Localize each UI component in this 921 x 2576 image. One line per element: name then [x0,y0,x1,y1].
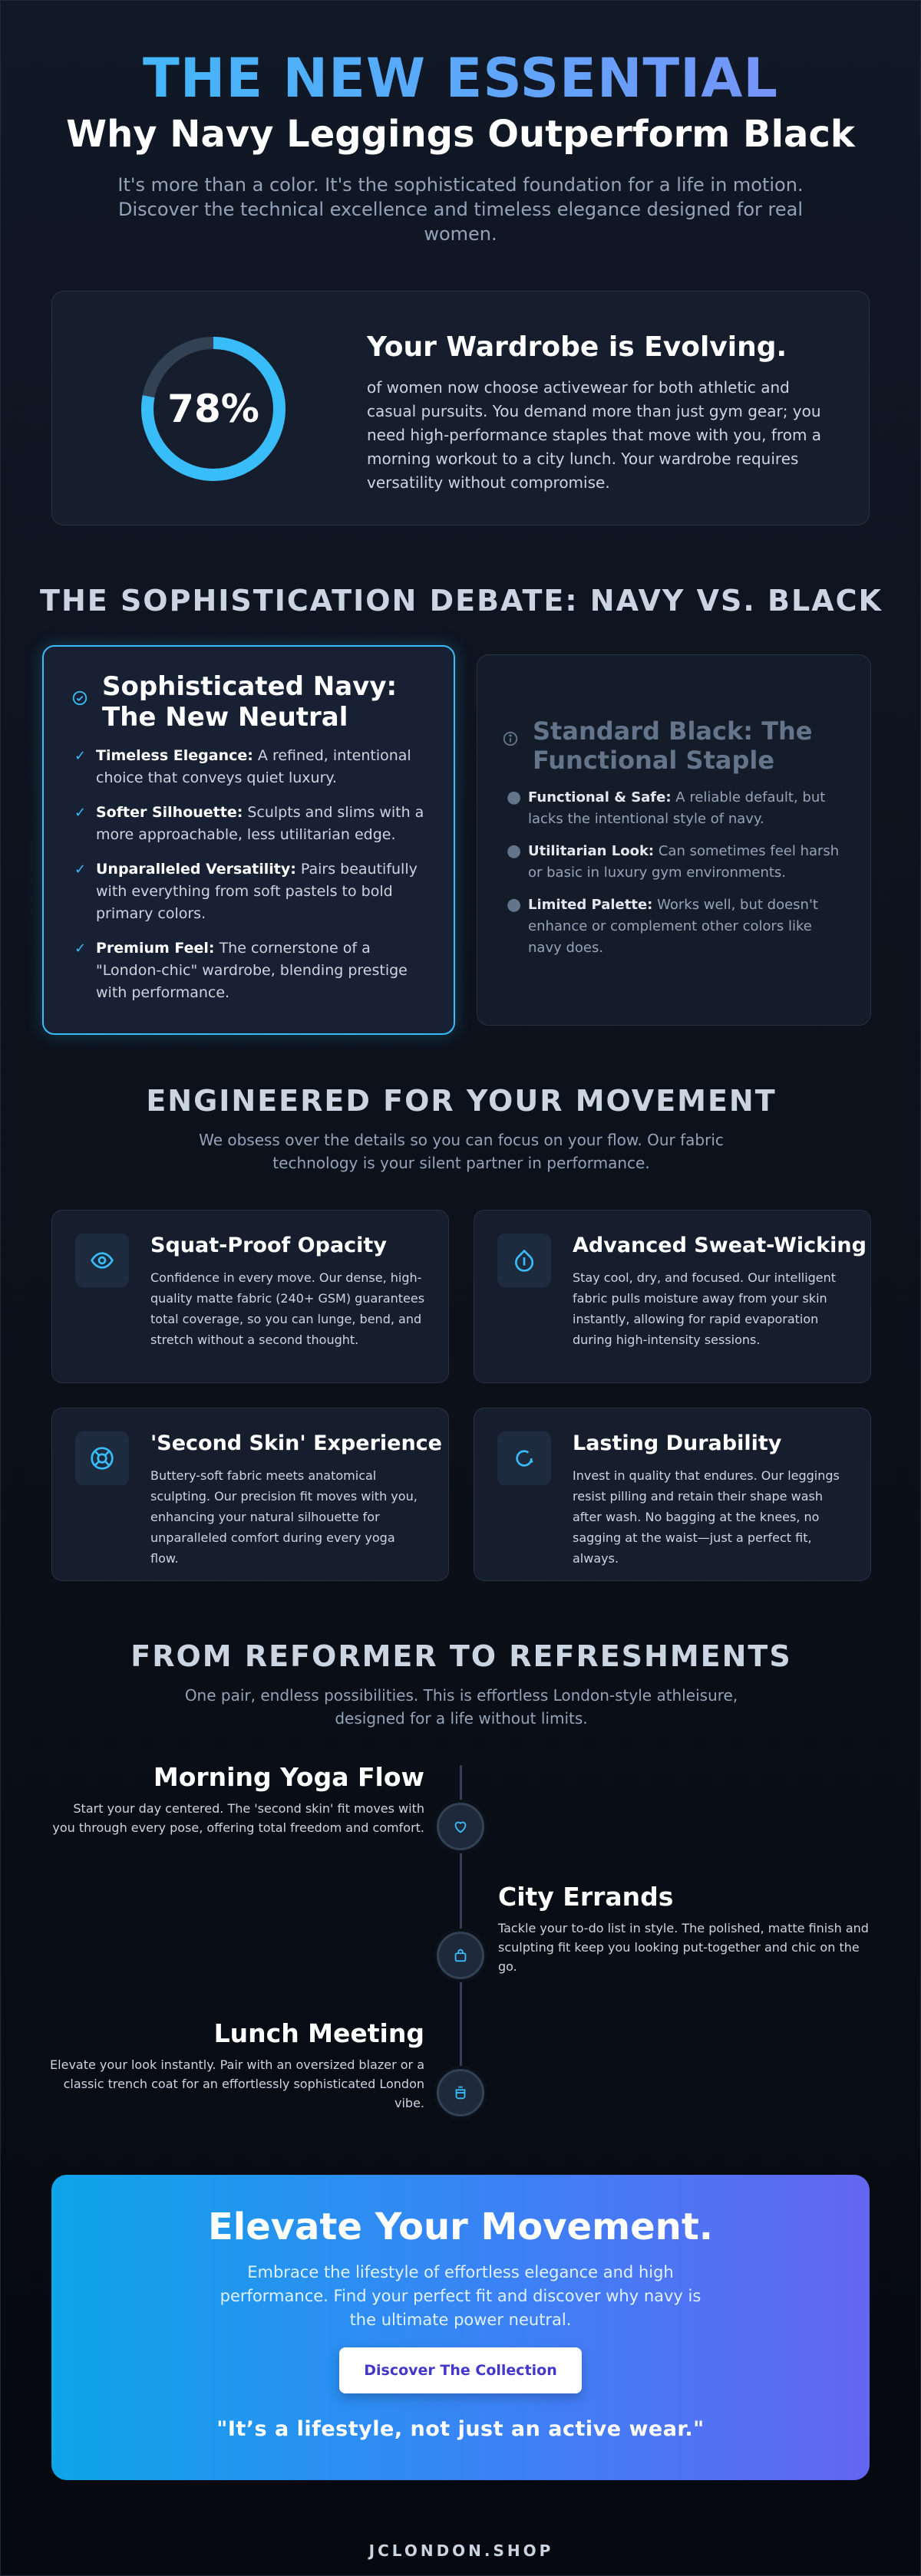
lifestyle-subtitle: One pair, endless possibilities. This is effortless London-style athleisure, designed for a life without limits. [184,1686,738,1728]
droplet-icon [497,1234,551,1287]
feature-label: Softer Silhouette: [96,804,243,821]
checkmark-icon: ✓ [74,748,87,764]
feature-text: Works well, but doesn't enhance or complement other colors like navy does. [528,897,818,956]
timeline-title: Morning Yoga Flow [153,1762,424,1792]
timeline-desc: Tackle your to-do list in style. The polished, matte finish and sculpting fit keep you looking put-together and chic on the go. [498,1921,869,1974]
hero-section [1,1,920,246]
black-feature-list [507,787,844,970]
feature-label: Unparalleled Versatility: [96,861,296,878]
eye-icon [75,1234,129,1287]
feature-title: Squat-Proof Opacity [150,1234,387,1257]
lifebuoy-icon [75,1431,129,1485]
coffee-cup-icon [437,2069,484,2116]
engineered-heading: ENGINEERED FOR YOUR MOVEMENT [146,1084,777,1118]
feature-label: Utilitarian Look: [528,843,655,859]
navy-feature-item [74,937,435,1004]
feature-text: Sculpts and slims with a more approachable, less utilitarian edge. [96,804,424,843]
navy-feature-list [74,745,435,1016]
feature-label: Premium Feel: [96,940,215,957]
feature-label: Limited Palette: [528,897,653,913]
cta-quote: "It’s a lifestyle, not just an active wear." [216,2417,705,2441]
feature-desc: Invest in quality that endures. Our leggings resist pilling and retain their shape wash after wash. No bagging at the knees, no sagging at the waist—just a perfect fit, always. [573,1468,840,1566]
discover-collection-button[interactable]: Discover The Collection [339,2347,582,2393]
navy-card [42,645,455,1035]
navy-feature-item [74,858,435,925]
black-feature-item [507,787,844,830]
feature-text: A refined, intentional choice that conveys quiet luxury. [96,747,411,786]
footer-site-link[interactable]: JCLONDON.SHOP [368,2541,554,2560]
feature-title: 'Second Skin' Experience [150,1431,442,1455]
feature-card [474,1408,871,1581]
feature-text: Pairs beautifully with everything from soft pastels to bold primary colors. [96,861,418,922]
lifestyle-heading: FROM REFORMER TO REFRESHMENTS [130,1639,792,1673]
check-circle-icon [71,690,88,707]
checkmark-icon: ✓ [74,940,87,957]
engineered-subtitle: We obsess over the details so you can focus on your flow. Our fabric technology is your silent partner in performance. [199,1131,724,1172]
hero-title: Why Navy Leggings Outperform Black [66,113,855,156]
heart-icon [437,1803,484,1850]
debate-heading: THE SOPHISTICATION DEBATE: NAVY VS. BLACK [40,584,883,618]
checkmark-icon: ✓ [74,805,87,821]
feature-title: Advanced Sweat-Wicking [573,1234,867,1257]
timeline-desc: Elevate your look instantly. Pair with an oversized blazer or a classic trench coat for an effortlessly sophisticated London vibe. [50,2057,424,2110]
stat-card [51,291,870,525]
hero-subtitle: It's more than a color. It's the sophisticated foundation for a life in motion. Discover the technical excellence and timeless elegance designed for real women. [117,174,804,245]
black-feature-item [507,894,844,959]
black-card [477,654,871,1026]
feature-desc: Stay cool, dry, and focused. Our intelligent fabric pulls moisture away from your skin instantly, allowing for rapid evaporation during high-intensity sessions. [573,1270,837,1347]
bullet-icon: ● [507,842,522,861]
feature-text: Can sometimes feel harsh or basic in luxury gym environments. [528,843,840,881]
stat-body: of women now choose activewear for both athletic and casual pursuits. You demand more than just gym gear; you need high-performance staples that move with you, from a morning workout to a city lunch. Your wardrobe requires versatility without compromise. [367,378,822,492]
feature-card [474,1210,871,1383]
cta-body: Embrace the lifestyle of effortless elegance and high performance. Find your perfect fit and discover why navy is the ultimate power neutral. [220,2263,701,2329]
feature-card [51,1210,449,1383]
navy-card-title: Sophisticated Navy: The New Neutral [102,671,398,733]
feature-label: Timeless Elegance: [96,747,253,764]
black-feature-item [507,841,844,884]
feature-text: A reliable default, but lacks the intentional style of navy. [528,789,826,827]
feature-label: Functional & Safe: [528,789,672,805]
timeline-title: City Errands [498,1882,674,1912]
feature-card [51,1408,449,1581]
stat-value: 78% [167,387,259,431]
feature-desc: Buttery-soft fabric meets anatomical sculpting. Our precision fit moves with you, enhancing your natural silhouette for unparalleled comfort during every yoga flow. [150,1468,418,1566]
navy-feature-item [74,802,435,846]
shopping-bag-icon [437,1932,484,1979]
stat-title: Your Wardrobe is Evolving. [367,331,787,363]
bullet-icon: ● [507,788,522,807]
timeline-title: Lunch Meeting [213,2018,424,2048]
checkmark-icon: ✓ [74,861,87,878]
timeline-desc: Start your day centered. The 'second skin' fit moves with you through every pose, offering total freedom and comfort. [52,1801,424,1835]
feature-text: The cornerstone of a "London-chic" wardrobe, blending prestige with performance. [96,940,408,1001]
info-circle-icon [502,730,519,747]
hero-kicker: THE NEW ESSENTIAL [1,47,920,110]
feature-title: Lasting Durability [573,1431,782,1455]
feature-desc: Confidence in every move. Our dense, high-quality matte fabric (240+ GSM) guarantees total coverage, so you can lunge, bend, and stretch without a second thought. [150,1270,425,1347]
refresh-icon [497,1431,551,1485]
bullet-icon: ● [507,895,522,914]
black-card-title: Standard Black: The Functional Staple [533,716,813,775]
cta-banner [51,2175,870,2480]
navy-feature-item [74,745,435,789]
cta-title: Elevate Your Movement. [207,2205,714,2248]
